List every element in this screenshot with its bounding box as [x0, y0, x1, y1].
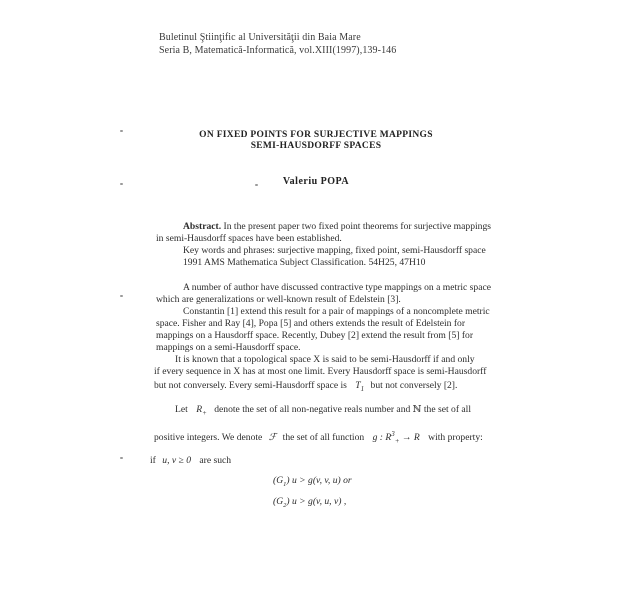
abstract-line2: in semi-Hausdorff spaces have been established.	[156, 233, 342, 244]
r-plus-symbol	[196, 404, 207, 415]
function-signature-name: g : R	[372, 432, 392, 444]
uv-condition: u, v ≥ 0	[162, 455, 191, 466]
body-p4-line3-text: are such	[199, 455, 232, 466]
scan-speck	[255, 184, 258, 186]
body-p1-line2: which are generalizations or well-known result of Edelstein [3].	[156, 294, 401, 305]
r-letter: R	[196, 404, 203, 415]
body-p2-line2: space. Fisher and Ray [4], Popa [5] and others extends the result of Edelstein for	[156, 318, 466, 329]
condition-g1-label: (G	[273, 475, 284, 486]
body-p1-line1: A number of author have discussed contractive type mappings on a metric space	[183, 282, 491, 293]
condition-g1-sub: 1	[283, 480, 287, 488]
condition-g2	[273, 496, 346, 509]
abstract-text1: In the present paper two fixed point theorems for surjective mappings	[221, 221, 491, 232]
abstract-line1	[183, 221, 491, 232]
condition-g2-expr: ) u > g(v, u, v) ,	[286, 496, 347, 507]
body-p4-line2-text-a: positive integers. We denote	[154, 432, 263, 444]
scan-speck	[120, 295, 123, 297]
function-signature	[372, 430, 420, 446]
function-signature-sub: +	[394, 437, 400, 446]
body-p4-line1	[175, 404, 471, 417]
scan-speck	[120, 457, 123, 459]
scan-speck	[120, 130, 123, 132]
t1-letter: T	[355, 380, 361, 391]
journal-header-line1: Buletinul Ştiinţific al Universităţii din Baia Mare	[159, 32, 361, 43]
t1-symbol	[355, 380, 364, 391]
body-p3-line3-text-b: but not conversely [2].	[370, 380, 458, 391]
body-p3-line1: It is known that a topological space X is said to be semi-Hausdorff if and only	[175, 354, 475, 365]
body-p3-line3-text-a: but not conversely. Every semi-Hausdorff space is	[154, 380, 347, 391]
body-p3-line3	[154, 380, 457, 393]
body-p2-line4: mappings on a semi-Hausdorff space.	[156, 342, 301, 353]
body-p4-line2-text-b: the set of all function	[282, 432, 365, 444]
body-p3-line2: if every sequence in X has at most one limit. Every Hausdorff space is semi-Hausdorff	[154, 366, 487, 377]
author-name: Valeriu POPA	[282, 176, 350, 187]
body-p4-line3-if: if	[150, 455, 156, 466]
condition-g2-label: (G	[273, 496, 284, 507]
condition-g1-expr: ) u > g(v, v, u) or	[286, 475, 352, 486]
journal-header-line2: Seria B, Matematică-Informatică, vol.XIII(1997),139-146	[159, 45, 397, 56]
function-set-symbol: ℱ	[268, 432, 277, 444]
ams-classification-line: 1991 AMS Mathematica Subject Classification. 54H25, 47H10	[183, 257, 426, 268]
body-p4-line1-let: Let	[175, 404, 188, 415]
body-p4-line2-text-c: with property:	[428, 432, 483, 444]
function-signature-sup: 3	[391, 430, 395, 438]
t1-subscript: 1	[360, 384, 365, 393]
condition-g2-sub: 2	[283, 501, 287, 509]
body-p4-line3	[150, 455, 231, 466]
condition-g1	[273, 475, 352, 488]
keywords-line: Key words and phrases: surjective mapping, fixed point, semi-Hausdorff space	[183, 245, 486, 256]
paper-title-line1: ON FIXED POINTS FOR SURJECTIVE MAPPINGS	[199, 130, 433, 140]
body-p4-line1-text: denote the set of all non-negative reals number and ℕ the set of all	[214, 404, 472, 415]
body-p4-line2	[154, 430, 483, 445]
abstract-label: Abstract.	[183, 221, 222, 232]
scan-speck	[120, 183, 123, 185]
body-p2-line3: mappings on a Hausdorff space. Recently, Dubey [2] extend the result from [5] for	[156, 330, 474, 341]
paper-title-line2: SEMI-HAUSDORFF SPACES	[250, 141, 382, 151]
function-signature-arrow: → R	[401, 432, 420, 444]
body-p2-line1: Constantin [1] extend this result for a pair of mappings of a noncomplete metric	[183, 306, 490, 317]
r-subscript: +	[202, 408, 207, 417]
